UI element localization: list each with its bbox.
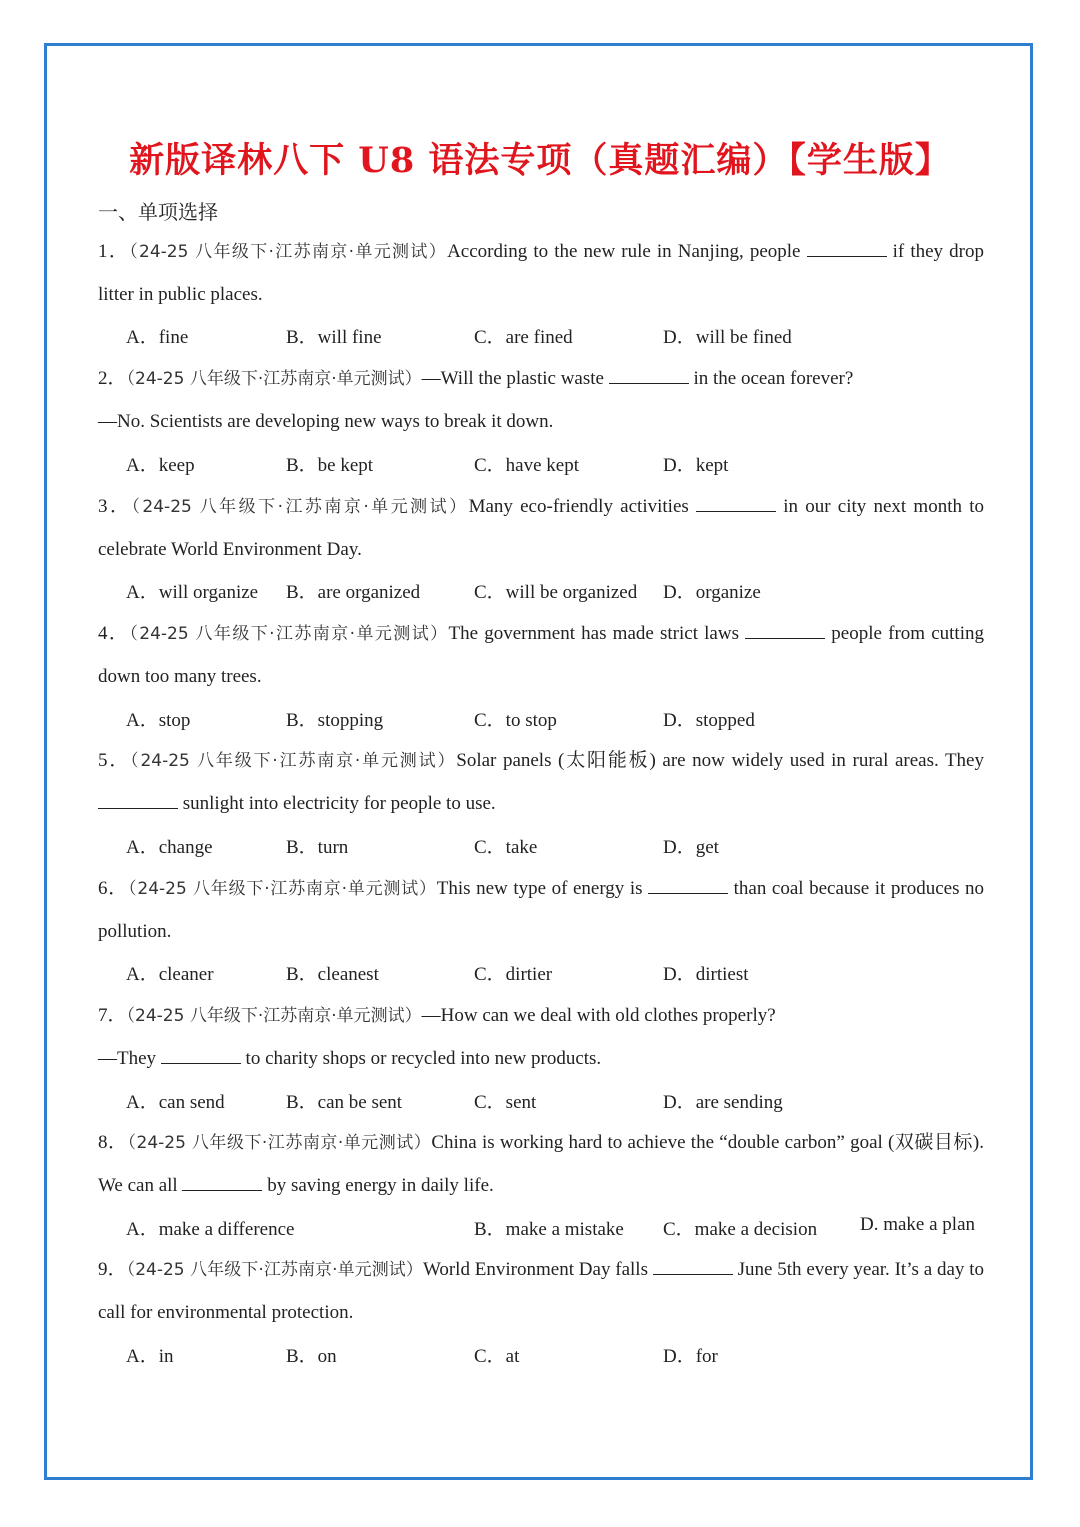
question-text: June 5th every year. It’s a day to call for environmental protection. <box>98 1259 984 1323</box>
question-source: （24-25 八年级下·江苏南京·单元测试） <box>131 497 469 517</box>
question-text: by saving energy in daily life. <box>262 1174 494 1196</box>
question-source: （24-25 八年级下·江苏南京·单元测试） <box>126 1260 423 1280</box>
question-text: if they drop litter in public places. <box>98 241 984 305</box>
question-text: Many eco-friendly activities <box>468 496 696 517</box>
option-a[interactable]: A．fine <box>126 327 189 348</box>
option-b[interactable]: B．are organized <box>286 582 421 603</box>
question-source: （24-25 八年级下·江苏南京·单元测试） <box>129 624 449 644</box>
question-6 <box>98 868 984 953</box>
answer-blank <box>609 369 689 384</box>
options-2 <box>126 450 986 480</box>
option-b[interactable]: B．stopping <box>286 710 384 731</box>
option-b[interactable]: B．will fine <box>286 327 382 348</box>
option-b[interactable]: B．turn <box>286 837 349 858</box>
question-text: China is working hard to achieve the “double carbon” goal (双碳目标). We can all <box>98 1132 984 1196</box>
question-text: to charity shops or recycled into new products. <box>240 1047 602 1069</box>
answer-blank <box>653 1260 733 1275</box>
options-8 <box>126 1214 986 1244</box>
options-7 <box>126 1087 986 1117</box>
question-number: 6． <box>98 878 129 899</box>
option-b[interactable]: B．make a mistake <box>474 1219 624 1240</box>
option-c[interactable]: C．take <box>474 837 538 858</box>
question-text: Solar panels (太阳能板) are now widely used in rural areas. They <box>456 750 984 771</box>
option-b[interactable]: B．can be sent <box>286 1092 403 1113</box>
question-text: in the ocean forever? <box>688 368 854 389</box>
question-source: （24-25 八年级下·江苏南京·单元测试） <box>127 1133 432 1153</box>
question-4 <box>98 613 984 698</box>
question-8 <box>98 1122 984 1207</box>
option-b[interactable]: B．be kept <box>286 455 374 476</box>
option-c[interactable]: C．to stop <box>474 710 557 731</box>
option-b[interactable]: B．cleanest <box>286 964 379 985</box>
options-9 <box>126 1341 986 1371</box>
question-1 <box>98 231 984 316</box>
options-6 <box>126 959 986 989</box>
option-d[interactable]: D．for <box>663 1346 718 1367</box>
option-c[interactable]: C．will be organized <box>474 582 638 603</box>
question-number: 8． <box>98 1132 128 1153</box>
question-source: （24-25 八年级下·江苏南京·单元测试） <box>129 242 448 262</box>
options-3 <box>126 577 986 607</box>
answer-blank <box>648 879 728 894</box>
question-text: people from cutting down too many trees. <box>98 623 984 687</box>
answer-blank <box>182 1176 262 1191</box>
question-number: 2． <box>98 368 127 389</box>
option-d[interactable]: D．kept <box>663 455 729 476</box>
option-c[interactable]: C．have kept <box>474 455 580 476</box>
option-a[interactable]: A．stop <box>126 710 191 731</box>
option-a[interactable]: A．cleaner <box>126 964 214 985</box>
option-a[interactable]: A．make a difference <box>126 1219 295 1240</box>
question-text: This new type of energy is <box>436 878 649 899</box>
question-source: （24-25 八年级下·江苏南京·单元测试） <box>128 879 437 899</box>
option-d[interactable]: D．are sending <box>663 1092 783 1113</box>
option-c[interactable]: C．sent <box>474 1092 537 1113</box>
question-number: 4． <box>98 623 130 644</box>
question-number: 7． <box>98 1005 127 1026</box>
question-text: —No. Scientists are developing new ways to break it down. <box>98 410 554 432</box>
question-text: The government has made strict laws <box>448 623 746 644</box>
question-text: —Will the plastic waste <box>421 368 609 389</box>
question-text: sunlight into electricity for people to use. <box>178 792 496 814</box>
option-d[interactable]: D．stopped <box>663 710 755 731</box>
option-a[interactable]: A．change <box>126 837 213 858</box>
option-a[interactable]: A．will organize <box>126 582 259 603</box>
option-d[interactable]: D．will be fined <box>663 327 792 348</box>
option-d[interactable]: D．organize <box>663 582 761 603</box>
option-c[interactable]: C．at <box>474 1346 520 1367</box>
option-d[interactable]: D．get <box>663 837 719 858</box>
question-number: 1． <box>98 241 130 262</box>
question-5 <box>98 740 984 825</box>
question-text: According to the new rule in Nanjing, people <box>447 241 807 262</box>
question-source: （24-25 八年级下·江苏南京·单元测试） <box>130 751 457 771</box>
question-2 <box>98 358 984 443</box>
question-source: （24-25 八年级下·江苏南京·单元测试） <box>126 369 422 389</box>
option-b[interactable]: B．on <box>286 1346 337 1367</box>
option-c[interactable]: C．are fined <box>474 327 573 348</box>
question-text: World Environment Day falls <box>422 1259 653 1280</box>
answer-blank <box>696 497 776 512</box>
option-d[interactable]: D. make a plan <box>860 1214 976 1235</box>
option-a[interactable]: A．keep <box>126 455 195 476</box>
question-3 <box>98 486 984 571</box>
answer-blank <box>745 624 825 639</box>
options-4 <box>126 705 986 735</box>
question-text: in our city next month to celebrate World Environment Day. <box>98 496 984 560</box>
option-a[interactable]: A．can send <box>126 1092 225 1113</box>
question-7 <box>98 995 984 1080</box>
question-9 <box>98 1249 984 1334</box>
option-c[interactable]: C．make a decision <box>663 1219 818 1240</box>
options-5 <box>126 832 986 862</box>
section-heading: 一、单项选择 <box>98 200 218 224</box>
options-1 <box>126 322 986 352</box>
question-text: —They <box>98 1047 161 1069</box>
option-c[interactable]: C．dirtier <box>474 964 553 985</box>
answer-blank <box>161 1049 241 1064</box>
answer-blank <box>807 242 887 257</box>
answer-blank <box>98 794 178 809</box>
option-a[interactable]: A．in <box>126 1346 174 1367</box>
question-number: 5． <box>98 750 131 771</box>
document-title: 新版译林八下 U8 语法专项（真题汇编）【学生版】 <box>129 140 951 181</box>
question-text: than coal because it produces no pollution. <box>98 878 985 942</box>
question-number: 3． <box>98 496 132 517</box>
question-text: —How can we deal with old clothes properly? <box>421 1005 776 1026</box>
option-d[interactable]: D．dirtiest <box>663 964 749 985</box>
question-number: 9． <box>98 1259 127 1280</box>
question-source: （24-25 八年级下·江苏南京·单元测试） <box>126 1006 422 1026</box>
